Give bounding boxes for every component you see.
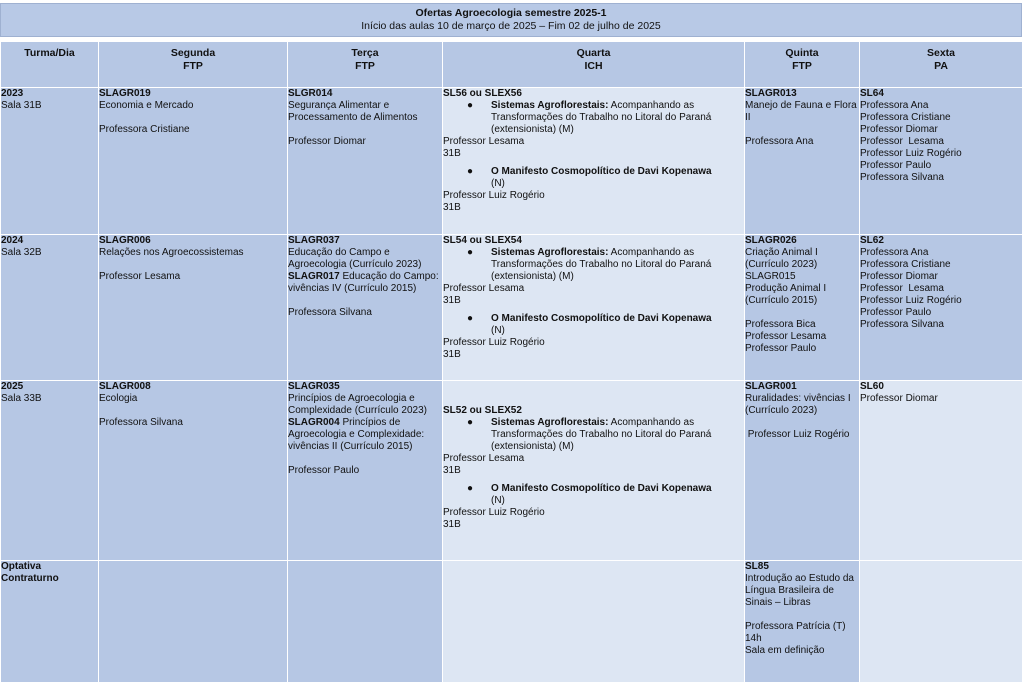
course-cell-segunda: SLAGR006 Relações nos Agroecossistemas Professor Lesama [99,235,288,381]
bullet-icon: ● [467,100,474,111]
bullet-icon: ● [467,483,474,494]
header-row [1,42,1023,88]
course-cell-quinta: SLAGR013 Manejo de Fauna e Flora II Professora Ana [745,88,860,235]
empty-cell-segunda [99,561,288,683]
course-cell-sexta: SL64 Professora Ana Professora Cristiane Professor Diomar Professor Lesama Professor Luiz Rogério Professor Paulo Professora Silvana [860,88,1023,235]
list-item: ● O Manifesto Cosmopolítico de Davi Kopenawa (N) [467,166,712,189]
document-subtitle: Início das aulas 10 de março de 2025 – Fim 02 de julho de 2025 [361,20,661,32]
col-header-terca: Terça FTP [288,42,443,88]
document-title: Ofertas Agroecologia semestre 2025-1 [415,7,607,19]
course-cell-quarta: SL52 ou SLEX52 ● Sistemas Agroflorestais: Acompanhando as Transformações do Trabalho no Litoral do Paraná (extensionista) (M) Professor Lesama 31B ● O Manifesto Cosmopolítico de Davi Kopenawa (N) Professor Luiz Rogério 31B [443,381,745,561]
course-cell-terca: SLAGR037 Educação do Campo e Agroecologia (Currículo 2023) SLAGR017 Educação do Campo: vivências IV (Currículo 2015) Professora Silvana [288,235,443,381]
table-row [1,235,1023,381]
table-row [1,381,1023,561]
course-cell-quarta: SL56 ou SLEX56 ● Sistemas Agroflorestais: Acompanhando as Transformações do Trabalho no Litoral do Paraná (extensionista) (M) Professor Lesama 31B ● O Manifesto Cosmopolítico de Davi Kopenawa (N) Professor Luiz Rogério 31B [443,88,745,235]
course-cell-terca: SLGR014 Segurança Alimentar e Processamento de Alimentos Professor Diomar [288,88,443,235]
turma-cell: 2024 Sala 32B [1,235,99,381]
list-item: ● Sistemas Agroflorestais: Acompanhando as Transformações do Trabalho no Litoral do Paraná (extensionista) (M) [467,100,712,135]
course-cell-quinta: SL85 Introdução ao Estudo da Língua Brasileira de Sinais – Libras Professora Patrícia (T) 14h Sala em definição [745,561,860,683]
col-header-segunda: Segunda FTP [99,42,288,88]
empty-cell-terca [288,561,443,683]
schedule-table [0,41,1023,683]
bullet-icon: ● [467,166,474,177]
bullet-icon: ● [467,247,474,258]
empty-cell-sexta [860,561,1023,683]
course-cell-sexta: SL60 Professor Diomar [860,381,1023,561]
course-cell-quinta: SLAGR001 Ruralidades: vivências I (Currículo 2023) Professor Luiz Rogério [745,381,860,561]
list-item: ● O Manifesto Cosmopolítico de Davi Kopenawa (N) [467,313,712,336]
course-cell-segunda: SLAGR019 Economia e Mercado Professora Cristiane [99,88,288,235]
course-cell-segunda: SLAGR008 Ecologia Professora Silvana [99,381,288,561]
empty-cell-quarta [443,561,745,683]
col-header-quinta: Quinta FTP [745,42,860,88]
course-cell-sexta: SL62 Professora Ana Professora Cristiane Professor Diomar Professor Lesama Professor Luiz Rogério Professor Paulo Professora Silvana [860,235,1023,381]
turma-cell: 2023 Sala 31B [1,88,99,235]
turma-cell: Optativa Contraturno [1,561,99,683]
list-item: ● Sistemas Agroflorestais: Acompanhando as Transformações do Trabalho no Litoral do Paraná (extensionista) (M) [467,417,712,452]
col-header-quarta: Quarta ICH [443,42,745,88]
list-item: ● O Manifesto Cosmopolítico de Davi Kopenawa (N) [467,483,712,506]
course-cell-terca: SLAGR035 Princípios de Agroecologia e Complexidade (Currículo 2023) SLAGR004 Princípios de Agroecologia e Complexidade: vivências II (Currículo 2015) Professor Paulo [288,381,443,561]
col-header-turma: Turma/Dia [1,42,99,88]
table-row [1,561,1023,683]
course-cell-quarta: SL54 ou SLEX54 ● Sistemas Agroflorestais: Acompanhando as Transformações do Trabalho no Litoral do Paraná (extensionista) (M) Professor Lesama 31B ● O Manifesto Cosmopolítico de Davi Kopenawa (N) Professor Luiz Rogério 31B [443,235,745,381]
course-cell-quinta: SLAGR026 Criação Animal I (Currículo 2023) SLAGR015 Produção Animal I (Currículo 2015) Professora Bica Professor Lesama Professor Paulo [745,235,860,381]
table-row [1,88,1023,235]
bullet-icon: ● [467,417,474,428]
document-header [0,3,1022,37]
bullet-icon: ● [467,313,474,324]
col-header-sexta: Sexta PA [860,42,1023,88]
list-item: ● Sistemas Agroflorestais: Acompanhando as Transformações do Trabalho no Litoral do Paraná (extensionista) (M) [467,247,712,282]
turma-cell: 2025 Sala 33B [1,381,99,561]
